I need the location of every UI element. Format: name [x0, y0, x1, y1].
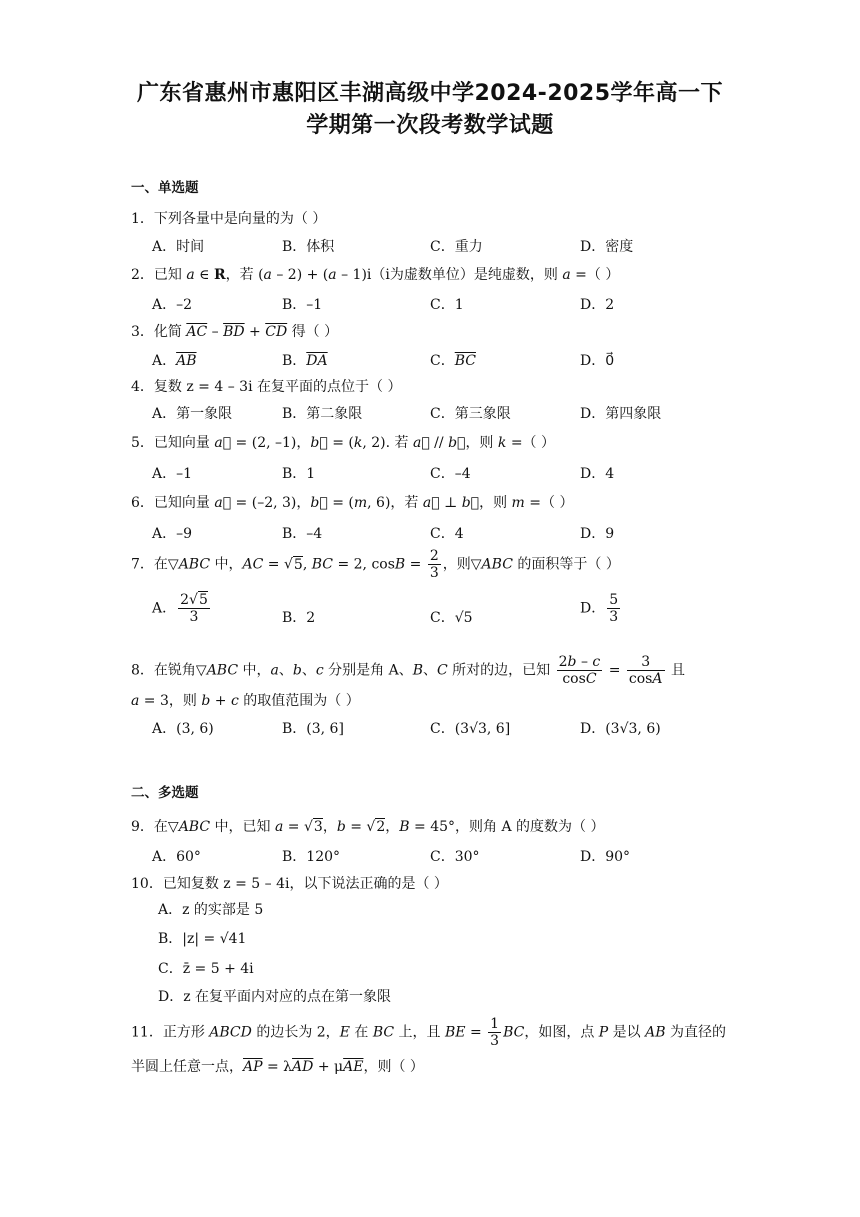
option-b: B．体积 — [282, 239, 335, 255]
option-c: C．$\overline{BC}$ — [430, 353, 476, 369]
question-1-options — [152, 236, 752, 258]
option-b: B．第二象限 — [282, 406, 363, 422]
question-10-stem: 10．已知复数 z = 5 – 4i，以下说法正确的是（ ） — [131, 876, 448, 892]
question-3-options — [152, 350, 752, 372]
question-6-options — [152, 523, 752, 545]
option-b: B．–4 — [282, 526, 323, 542]
question-9-options — [152, 846, 752, 868]
option-d: D． $\frac{5}{3}$ — [580, 592, 619, 626]
option-a: A．(3, 6) — [152, 721, 214, 737]
option-d: D．4 — [580, 466, 615, 482]
question-7-options — [152, 592, 752, 638]
option-d: D．(3√3, 6) — [580, 721, 661, 737]
option-c: C．4 — [430, 526, 464, 542]
option-c: C．第三象限 — [430, 406, 511, 422]
option-a: A．–1 — [152, 466, 193, 482]
option-d: D．0⃗ — [580, 353, 615, 369]
question-8-options — [152, 718, 752, 740]
option-a: A． $\frac{2√5}{3}$ — [152, 592, 208, 626]
exam-title-line-1: 广东省惠州市惠阳区丰湖高级中学2024-2025学年高一下 — [136, 81, 724, 106]
question-11-stem-line-2: 半圆上任意一点，$\overline{AP} = \lambda\overline{AD} + \mu\overline{AE}$，则（ ） — [131, 1059, 424, 1075]
option-c: C．√5 — [430, 610, 473, 626]
question-10-option-c: C．z̄ = 5 + 4i — [158, 961, 254, 977]
question-8-stem: 8．在锐角▽ABC 中，a、b、c 分别是角 A、B、C 所对的边，已知 $\frac{2b - c}{\cos C}$ = $\frac{3}{\cos A}$ 且 — [131, 654, 685, 688]
option-a: A．时间 — [152, 239, 205, 255]
question-8-stem-line-2: a = 3，则 b + c 的取值范围为（ ） — [131, 693, 360, 709]
option-b: B．2 — [282, 610, 316, 626]
option-b: B．120° — [282, 849, 341, 865]
option-a: A．$\overline{AB}$ — [152, 353, 197, 369]
question-2-stem: 2．已知 a ∈ R，若 (a – 2) + (a – 1)i（i为虚数单位）是纯虚数，则 a =（ ） — [131, 267, 620, 283]
option-c: C．30° — [430, 849, 480, 865]
option-b: B．(3, 6] — [282, 721, 344, 737]
section-multiple-choice: 二、多选题 — [131, 785, 199, 801]
section-single-choice: 一、单选题 — [131, 180, 199, 196]
option-b: B．$\overline{DA}$ — [282, 353, 328, 369]
question-6-stem: 6．已知向量 a⃗ = (–2, 3)，b⃗ = (m, 6)，若 a⃗ ⊥ b⃗，则 m =（ ） — [131, 495, 574, 511]
question-4-options — [152, 403, 752, 425]
option-c: C．–4 — [430, 466, 471, 482]
option-d: D．9 — [580, 526, 615, 542]
question-2-options — [152, 294, 752, 316]
option-c: C．重力 — [430, 239, 483, 255]
option-d: D．第四象限 — [580, 406, 662, 422]
question-4-stem: 4．复数 z = 4 – 3i 在复平面的点位于（ ） — [131, 379, 402, 395]
option-d: D．2 — [580, 297, 615, 313]
question-5-options — [152, 463, 752, 485]
option-d: D．密度 — [580, 239, 634, 255]
option-a: A．–2 — [152, 297, 193, 313]
option-b: B．1 — [282, 466, 316, 482]
question-10-option-d: D．z 在复平面内对应的点在第一象限 — [158, 989, 392, 1005]
question-5-stem: 5．已知向量 a⃗ = (2, –1)，b⃗ = (k, 2). 若 a⃗ // b⃗，则 k =（ ） — [131, 435, 556, 451]
question-1-stem: 1．下列各量中是向量的为（ ） — [131, 211, 327, 227]
option-c: C．(3√3, 6] — [430, 721, 511, 737]
question-9-stem: 9．在▽ABC 中，已知 a = √3，b = √2，B = 45°，则角 A 的度数为（ ） — [131, 819, 605, 835]
question-10-option-b: B．|z| = √41 — [158, 931, 247, 947]
option-d: D．90° — [580, 849, 631, 865]
question-11-stem: 11．正方形 ABCD 的边长为 2，E 在 BC 上，且 BE = $\frac{1}{3}$ BC，如图，点 P 是以 AB 为直径的 — [131, 1016, 726, 1050]
question-7-stem: 7．在▽ABC 中，AC = √5, BC = 2, cosB = $\frac{2}{3}$ ，则▽ABC 的面积等于（ ） — [131, 548, 620, 582]
option-b: B．–1 — [282, 297, 323, 313]
option-c: C．1 — [430, 297, 464, 313]
option-a: A．–9 — [152, 526, 193, 542]
option-a: A．第一象限 — [152, 406, 233, 422]
question-3-stem: 3．化简 $\overline{AC} - \overline{BD} + \overline{CD}$ 得（ ） — [131, 324, 339, 340]
exam-title-line-2: 学期第一次段考数学试题 — [306, 113, 554, 138]
question-10-option-a: A．z 的实部是 5 — [158, 902, 264, 918]
option-a: A．60° — [152, 849, 201, 865]
